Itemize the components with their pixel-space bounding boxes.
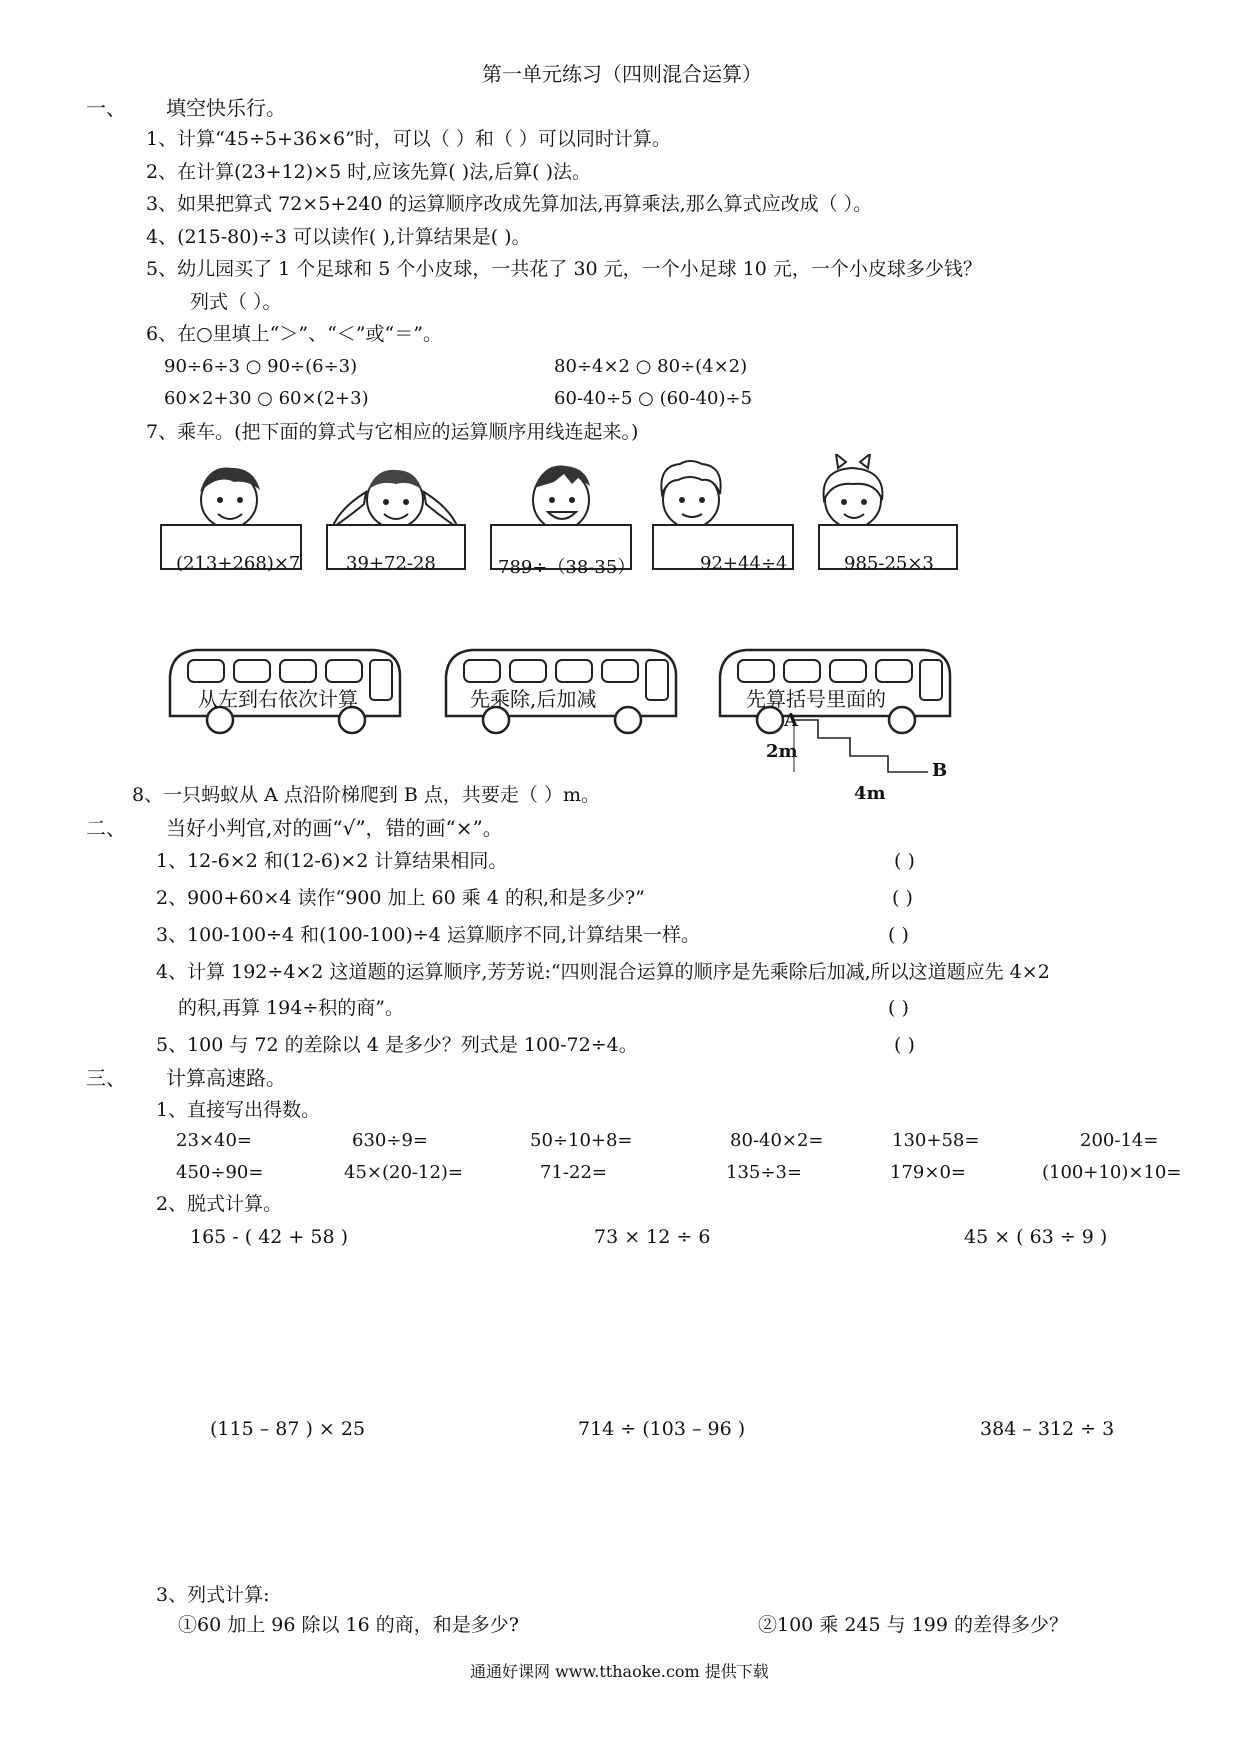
- sub-question-1: 1、直接写出得数。: [156, 1099, 321, 1121]
- boy-face-icon: [520, 458, 602, 532]
- question-5-formula: 列式（ ）。: [190, 291, 282, 313]
- curly-hair-face-icon: [650, 456, 732, 532]
- question-2: 2、在计算(23+12)×5 时,应该先算( )法,后算( )法。: [146, 161, 592, 183]
- step-calc-item: 714 ÷ (103 – 96 ): [578, 1418, 746, 1440]
- oral-calc-item: 80-40×2=: [730, 1130, 824, 1151]
- question-8: 8、一只蚂蚁从 A 点沿阶梯爬到 B 点，共要走（ ）m。: [132, 784, 600, 806]
- step-calc-item: 165 - ( 42 + 58 ): [190, 1226, 349, 1248]
- step-calc-item: 73 × 12 ÷ 6: [594, 1226, 711, 1248]
- oral-calc-item: (100+10)×10=: [1042, 1162, 1182, 1183]
- girl-with-bow-face-icon: [812, 454, 894, 532]
- section1-number: 一、: [86, 96, 126, 120]
- answer-parens: ( ): [888, 924, 909, 946]
- bus-label: 先乘除,后加减: [470, 687, 597, 711]
- answer-parens: ( ): [888, 997, 909, 1019]
- judge-item: 2、900+60×4 读作“900 加上 60 乘 4 的积,和是多少?”: [156, 887, 645, 909]
- answer-parens: ( ): [894, 1034, 915, 1056]
- question-7: 7、乘车。(把下面的算式与它相应的运算顺序用线连起来。): [146, 421, 639, 443]
- expression-text: (213+268)×7: [176, 553, 301, 574]
- judge-item: 4、计算 192÷4×2 这道题的运算顺序,芳芳说:“四则混合运算的顺序是先乘除后加减,所以这道题应先 4×2: [156, 961, 1050, 983]
- expression-text: 985-25×3: [844, 553, 934, 574]
- bus-label: 从左到右依次计算: [198, 687, 358, 711]
- step-calc-item: 384 – 312 ÷ 3: [980, 1418, 1115, 1440]
- point-a-label: A: [784, 710, 798, 731]
- boy-face-icon: [188, 458, 270, 532]
- question-6: 6、在○里填上“＞”、“＜”或“＝”。: [146, 323, 442, 345]
- section2-number: 二、: [86, 816, 126, 840]
- oral-calc-item: 130+58=: [892, 1130, 980, 1151]
- sub-question-2: 2、脱式计算。: [156, 1193, 283, 1215]
- oral-calc-item: 450÷90=: [176, 1162, 264, 1183]
- oral-calc-item: 45×(20-12)=: [344, 1162, 464, 1183]
- question-4: 4、(215-80)÷3 可以读作( ),计算结果是( )。: [146, 226, 531, 248]
- width-label: 4m: [854, 783, 886, 804]
- oral-calc-item: 135÷3=: [726, 1162, 802, 1183]
- girl-face-icon: [330, 458, 460, 532]
- question-3: 3、如果把算式 72×5+240 的运算顺序改成先算加法,再算乘法,那么算式应改成（ ）。: [146, 193, 873, 215]
- judge-item-continued: 的积,再算 194÷积的商”。: [178, 997, 404, 1019]
- footer-credit: 通通好课网 www.tthaoke.com 提供下载: [470, 1662, 769, 1681]
- word-problem: ②100 乘 245 与 199 的差得多少？: [758, 1614, 1068, 1636]
- height-label: 2m: [766, 741, 798, 762]
- judge-item: 3、100-100÷4 和(100-100)÷4 运算顺序不同,计算结果一样。: [156, 924, 700, 946]
- oral-calc-item: 50÷10+8=: [530, 1130, 633, 1151]
- oral-calc-item: 179×0=: [890, 1162, 966, 1183]
- point-b-label: B: [932, 760, 948, 781]
- expression-text: 789÷（38-35）: [498, 557, 636, 578]
- question-1: 1、计算“45÷5+36×6”时，可以（ ）和（ ）可以同时计算。: [146, 128, 671, 150]
- section2-title: 当好小判官,对的画“√”，错的画“×”。: [166, 816, 503, 840]
- compare-item: 80÷4×2 ○ 80÷(4×2): [554, 356, 748, 377]
- answer-parens: ( ): [894, 850, 915, 872]
- section1-title: 填空快乐行。: [166, 96, 286, 120]
- judge-item: 5、100 与 72 的差除以 4 是多少？列式是 100-72÷4。: [156, 1034, 638, 1056]
- section3-title: 计算高速路。: [166, 1066, 286, 1090]
- word-problem: ①60 加上 96 除以 16 的商，和是多少?: [178, 1614, 519, 1636]
- oral-calc-item: 630÷9=: [352, 1130, 428, 1151]
- compare-item: 60-40÷5 ○ (60-40)÷5: [554, 388, 753, 409]
- section3-number: 三、: [86, 1066, 126, 1090]
- step-calc-item: 45 × ( 63 ÷ 9 ): [964, 1226, 1108, 1248]
- bus-label: 先算括号里面的: [746, 687, 886, 711]
- page-title: 第一单元练习（四则混合运算）: [482, 62, 762, 86]
- step-calc-item: (115 – 87 ) × 25: [210, 1418, 366, 1440]
- compare-item: 60×2+30 ○ 60×(2+3): [164, 388, 369, 409]
- oral-calc-item: 71-22=: [540, 1162, 607, 1183]
- judge-item: 1、12-6×2 和(12-6)×2 计算结果相同。: [156, 850, 508, 872]
- oral-calc-item: 23×40=: [176, 1130, 252, 1151]
- answer-parens: ( ): [892, 887, 913, 909]
- compare-item: 90÷6÷3 ○ 90÷(6÷3): [164, 356, 358, 377]
- sub-question-3: 3、列式计算:: [156, 1584, 270, 1606]
- oral-calc-item: 200-14=: [1080, 1130, 1159, 1151]
- question-5: 5、幼儿园买了 1 个足球和 5 个小皮球，一共花了 30 元，一个小足球 10 元，一个小皮球多少钱？: [146, 258, 982, 280]
- expression-text: 92+44÷4: [700, 553, 788, 574]
- expression-text: 39+72-28: [346, 553, 436, 574]
